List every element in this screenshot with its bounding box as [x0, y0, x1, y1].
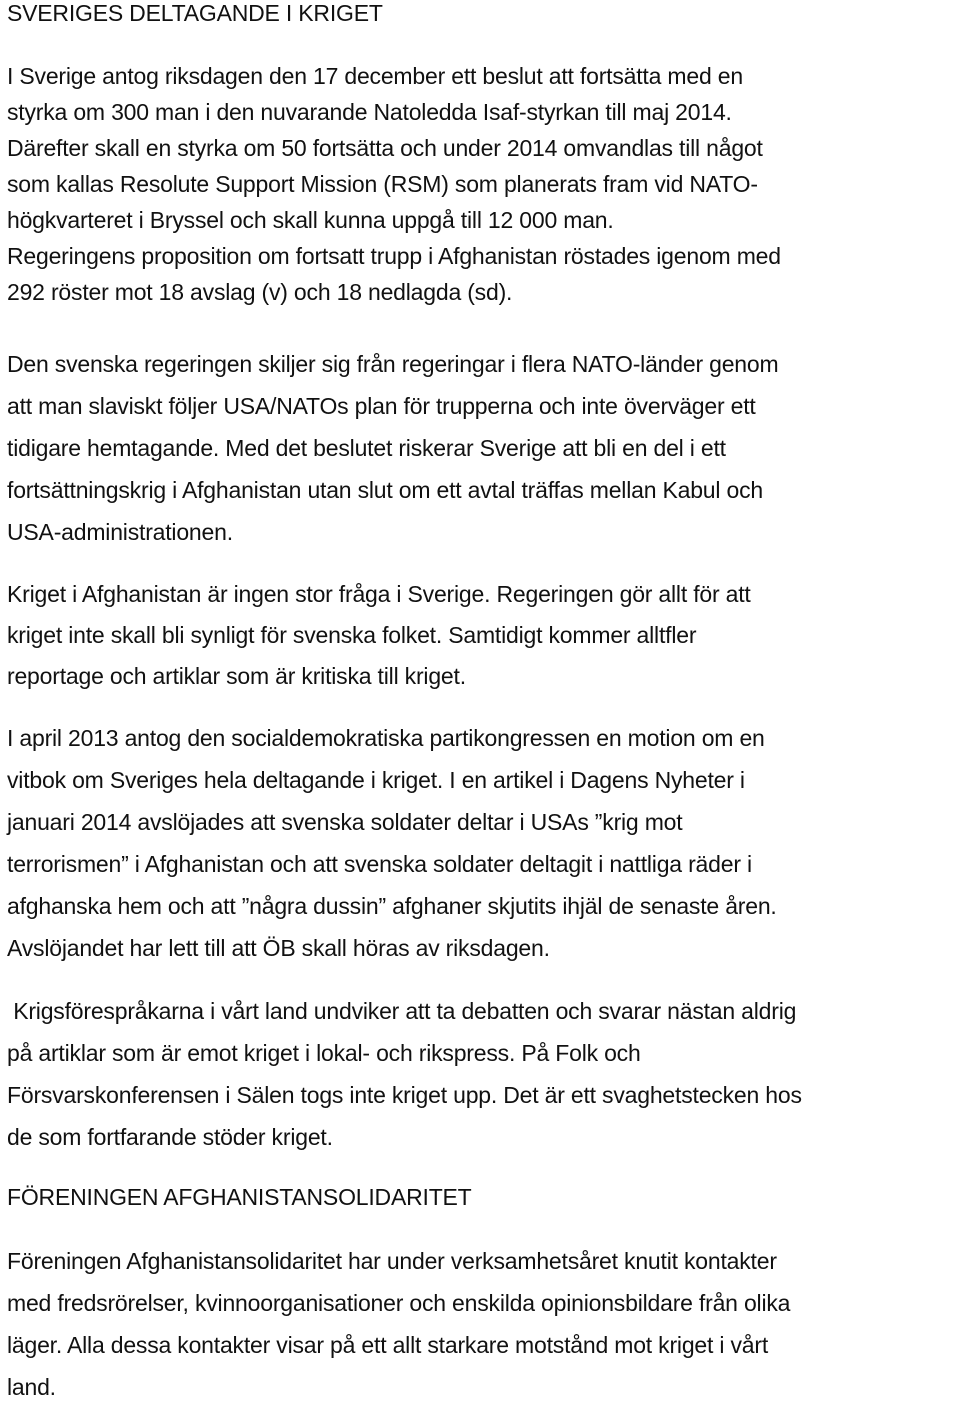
text-line: afghanska hem och att ”några dussin” afghaner skjutits ihjäl de senaste åren.	[7, 893, 777, 919]
text-line: att man slaviskt följer USA/NATOs plan för trupperna och inte överväger ett	[7, 393, 756, 419]
heading-text: FÖRENINGEN AFGHANISTANSOLIDARITET	[7, 1184, 472, 1210]
paragraph-kriget-ingen-fraga	[7, 574, 751, 697]
text-line: kriget inte skall bli synligt för svenska folket. Samtidigt kommer alltfler	[7, 622, 697, 648]
paragraph-foreningen-kontakter	[7, 1240, 790, 1408]
text-line: Krigsförespråkarna i vårt land undviker att ta debatten och svarar nästan aldrig	[7, 998, 797, 1024]
text-line: USA-administrationen.	[7, 519, 233, 545]
text-line: läger. Alla dessa kontakter visar på ett allt starkare motstånd mot kriget i vårt	[7, 1332, 769, 1358]
section-heading-sveriges	[7, 0, 383, 28]
text-line: Kriget i Afghanistan är ingen stor fråga i Sverige. Regeringen gör allt för att	[7, 581, 751, 607]
text-line: Avslöjandet har lett till att ÖB skall höras av riksdagen.	[7, 935, 550, 961]
text-line: reportage och artiklar som är kritiska till kriget.	[7, 663, 466, 689]
text-line: I april 2013 antog den socialdemokratiska partikongressen en motion om en	[7, 725, 765, 751]
text-line: land.	[7, 1374, 56, 1400]
paragraph-svenska-regeringen	[7, 343, 778, 553]
section-heading-foreningen	[7, 1180, 472, 1214]
text-line: Föreningen Afghanistansolidaritet har under verksamhetsåret knutit kontakter	[7, 1248, 777, 1274]
paragraph-riksdagen-beslut	[7, 58, 781, 310]
text-line: fortsättningskrig i Afghanistan utan slut om ett avtal träffas mellan Kabul och	[7, 477, 763, 503]
text-line: högkvarteret i Bryssel och skall kunna uppgå till 12 000 man.	[7, 207, 614, 233]
text-line: 292 röster mot 18 avslag (v) och 18 nedlagda (sd).	[7, 279, 513, 305]
text-line: Regeringens proposition om fortsatt trupp i Afghanistan röstades igenom med	[7, 243, 781, 269]
text-line: de som fortfarande stöder kriget.	[7, 1124, 333, 1150]
text-line: Den svenska regeringen skiljer sig från regeringar i flera NATO-länder genom	[7, 351, 779, 377]
paragraph-partikongressen-vitbok	[7, 717, 777, 969]
text-line: på artiklar som är emot kriget i lokal- och rikspress. På Folk och	[7, 1040, 641, 1066]
text-line: vitbok om Sveriges hela deltagande i kriget. I en artikel i Dagens Nyheter i	[7, 767, 745, 793]
text-line: tidigare hemtagande. Med det beslutet riskerar Sverige att bli en del i ett	[7, 435, 726, 461]
heading-text: SVERIGES DELTAGANDE I KRIGET	[7, 0, 383, 26]
text-line: styrka om 300 man i den nuvarande Natoledda Isaf-styrkan till maj 2014.	[7, 99, 732, 125]
text-line: Därefter skall en styrka om 50 fortsätta och under 2014 omvandlas till något	[7, 135, 763, 161]
text-line: Försvarskonferensen i Sälen togs inte kriget upp. Det är ett svaghetstecken hos	[7, 1082, 802, 1108]
paragraph-krigsforesprakarna	[7, 990, 802, 1158]
text-line: med fredsrörelser, kvinnoorganisationer och enskilda opinionsbildare från olika	[7, 1290, 791, 1316]
text-line: terrorismen” i Afghanistan och att svenska soldater deltagit i nattliga räder i	[7, 851, 752, 877]
text-line: som kallas Resolute Support Mission (RSM) som planerats fram vid NATO-	[7, 171, 758, 197]
text-line: I Sverige antog riksdagen den 17 december ett beslut att fortsätta med en	[7, 63, 743, 89]
text-line: januari 2014 avslöjades att svenska soldater deltar i USAs ”krig mot	[7, 809, 683, 835]
